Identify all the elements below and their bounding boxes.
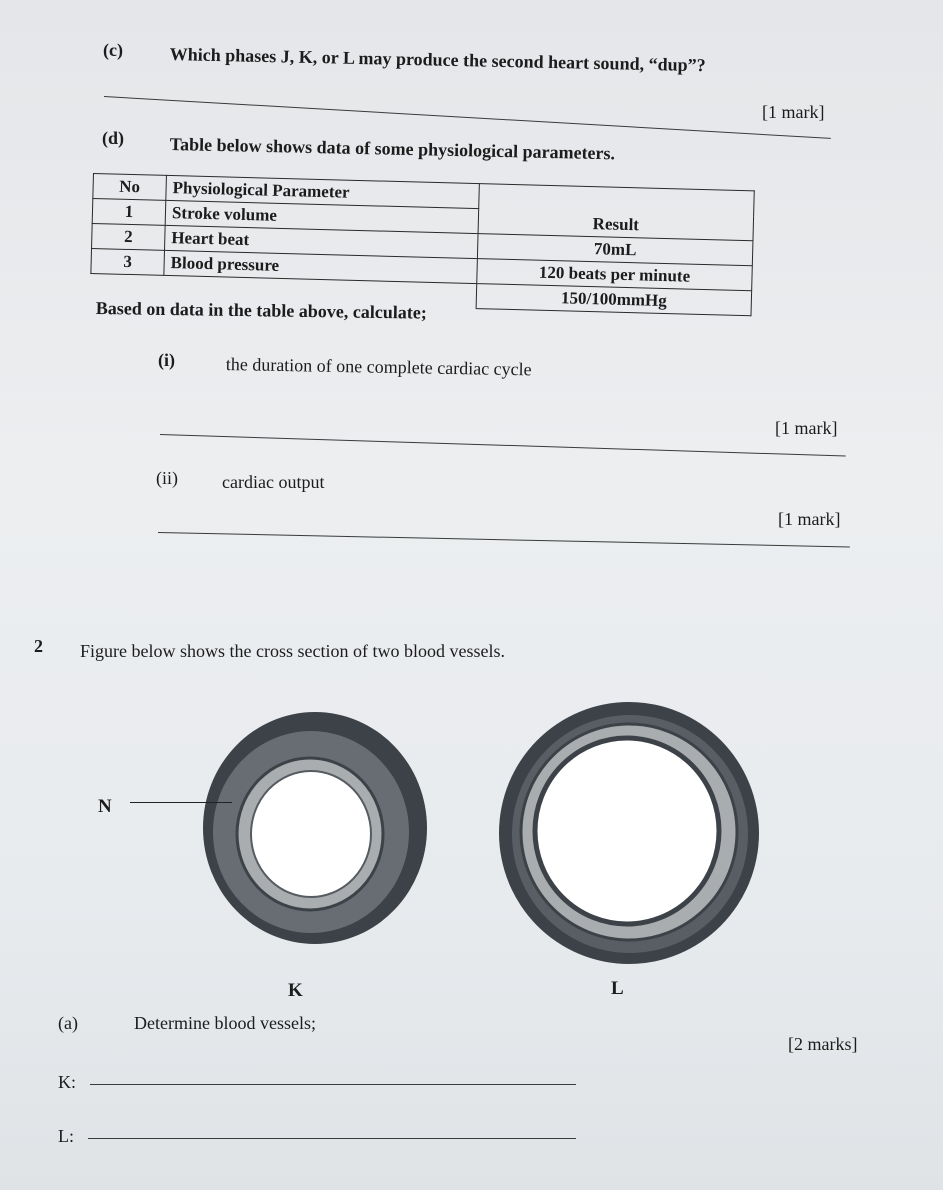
row-2-result: 120 beats per minute: [477, 259, 753, 291]
row-1-parameter: Stroke volume: [165, 200, 479, 233]
answer-line-i[interactable]: [160, 434, 846, 457]
answer-k-label: K:: [58, 1072, 76, 1092]
sub-i-marks: [1 mark]: [775, 418, 838, 438]
part-c-label: (c): [103, 40, 123, 60]
vessel-k-figure: [200, 708, 430, 948]
row-3-no: 3: [91, 248, 165, 275]
part-a-text: Determine blood vessels;: [134, 1013, 316, 1033]
row-3-parameter: Blood pressure: [164, 250, 478, 283]
vessel-l-lumen: [535, 738, 719, 924]
row-3-result: 150/100mmHg: [476, 284, 752, 316]
part-c-question: Which phases J, K, or L may produce the second heart sound, “dup”?: [169, 44, 706, 76]
answer-l-label: L:: [58, 1126, 74, 1146]
row-1-no: 1: [92, 199, 166, 226]
header-result-text: Result: [478, 209, 754, 241]
answer-line-k[interactable]: [90, 1084, 576, 1085]
label-k: K: [288, 980, 303, 1001]
part-a-marks: [2 marks]: [788, 1034, 858, 1054]
part-d-label: (d): [102, 128, 124, 148]
sub-i-label: (i): [158, 350, 175, 370]
vessel-l-figure: [497, 700, 761, 966]
label-l: L: [611, 978, 624, 999]
part-c-marks: [1 mark]: [762, 102, 825, 122]
sub-ii-label: (ii): [156, 468, 178, 488]
sub-ii-text: cardiac output: [222, 472, 325, 492]
sub-i-text: the duration of one complete cardiac cycle: [225, 354, 532, 380]
header-parameter: Physiological Parameter: [166, 175, 480, 208]
header-no: No: [93, 174, 167, 201]
question-2-number: 2: [34, 636, 43, 656]
label-n: N: [98, 796, 112, 817]
answer-line-l[interactable]: [88, 1138, 576, 1139]
question-2-text: Figure below shows the cross section of two blood vessels.: [80, 641, 505, 661]
row-1-result: 70mL: [477, 234, 753, 266]
part-a-label: (a): [58, 1013, 78, 1033]
part-d-intro: Table below shows data of some physiological parameters.: [169, 134, 616, 164]
calc-intro: Based on data in the table above, calculate;: [95, 298, 427, 323]
parameters-table: [90, 173, 755, 316]
sub-ii-marks: [1 mark]: [778, 509, 841, 529]
row-2-no: 2: [92, 223, 166, 250]
row-2-parameter: Heart beat: [164, 225, 478, 258]
label-n-pointer: [130, 802, 232, 803]
answer-line-ii[interactable]: [158, 532, 850, 547]
answer-line-c[interactable]: [104, 96, 831, 139]
vessel-k-lumen: [251, 771, 371, 897]
